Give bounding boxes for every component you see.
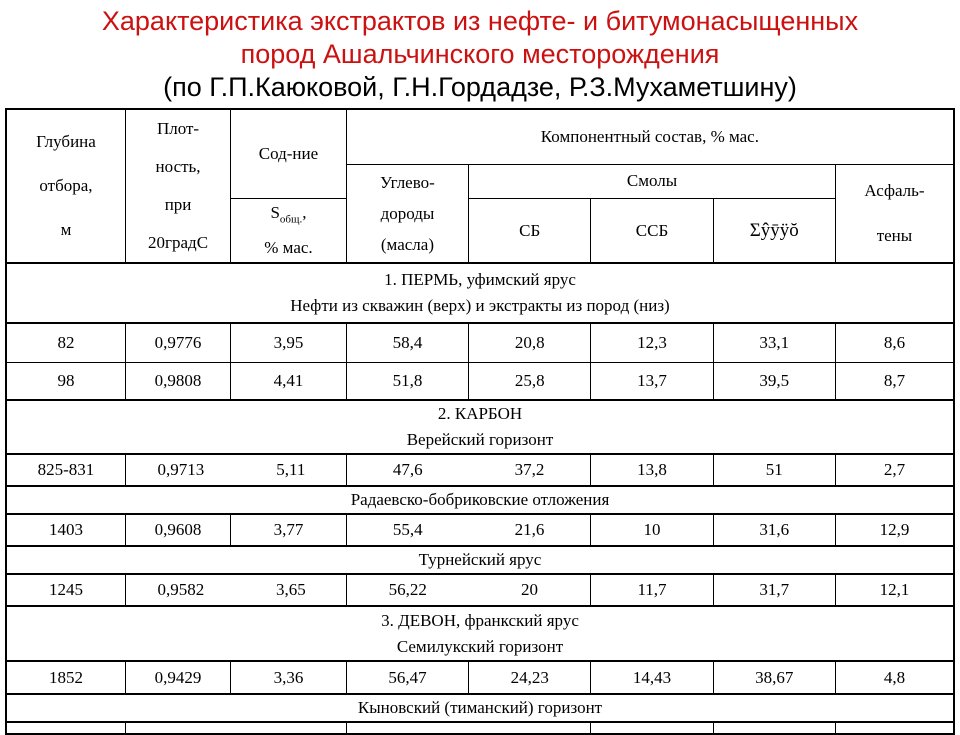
table-row: [6, 323, 954, 362]
section-label-line: Радаевско-бобриковские отложения: [350, 490, 610, 509]
table-cell: 8,7: [835, 362, 954, 400]
section-label: [6, 263, 954, 323]
section-label-line: Турнейский ярус: [418, 550, 542, 569]
table-cell: 0,9776: [125, 323, 230, 362]
cell-value: 47,6: [392, 460, 423, 479]
section-label-line: Верейский горизонт: [406, 430, 554, 449]
header-asphaltenes: [835, 164, 954, 263]
section-row: [6, 263, 954, 323]
data-table: [5, 108, 955, 735]
table-cell-merged: [346, 574, 591, 606]
table-row: [6, 362, 954, 400]
table-cell: 58,4: [346, 323, 468, 362]
header-content: [231, 109, 347, 199]
header-density-line: при: [164, 195, 192, 214]
table-cell: 8,6: [835, 323, 954, 362]
slide-title-line1: Характеристика экстрактов из нефте- и битумонасыщенных: [101, 6, 859, 36]
table-cell: 4,41: [231, 362, 347, 400]
header-depth-line: отбора,: [39, 176, 93, 195]
table-cell: 825-831: [6, 454, 125, 486]
header-s-total-unit: % мас.: [264, 237, 313, 257]
table-cell-merged: [125, 574, 346, 606]
partial-row: [6, 722, 954, 734]
table-cell: 51,8: [346, 362, 468, 400]
table-cell: 4,8: [835, 661, 954, 694]
table-row: [6, 574, 954, 606]
table-cell: [591, 722, 713, 734]
table-cell: [6, 722, 125, 734]
header-depth: [6, 109, 125, 263]
header-composition: Компонентный состав, % мас.: [346, 109, 954, 164]
section-label-line: 3. ДЕВОН, франкский ярус: [381, 610, 579, 630]
header-density: [125, 109, 230, 263]
section-label-line: Семилукский горизонт: [396, 636, 564, 656]
table-cell: [713, 722, 835, 734]
section-row: [6, 486, 954, 514]
slide-title-byline: (по Г.П.Каюковой, Г.Н.Гордадзе, Р.З.Мухаметшину): [163, 72, 797, 102]
section-row: [6, 546, 954, 574]
cell-value: 37,2: [514, 460, 545, 479]
table-cell-merged: [346, 454, 591, 486]
table-cell: 2,7: [835, 454, 954, 486]
section-label-line: Кыновский (тиманский) горизонт: [357, 698, 603, 717]
header-ssb: ССБ: [591, 199, 713, 263]
section-label: [6, 400, 954, 454]
table-header: [6, 109, 954, 263]
section-label-line: 1. ПЕРМЬ, уфимский ярус: [384, 270, 576, 289]
table-cell: 12,9: [835, 514, 954, 546]
cell-value: 3,65: [275, 580, 306, 599]
table-cell: 0,9808: [125, 362, 230, 400]
table-cell-merged: [125, 454, 346, 486]
cell-value: 56,22: [388, 580, 427, 599]
table-cell: 12,3: [591, 323, 713, 362]
section-label-line: Нефти из скважин (верх) и экстракты из пород (низ): [290, 296, 670, 315]
table-row: [6, 454, 954, 486]
cell-value: 21,6: [514, 520, 545, 539]
table-cell: 24,23: [469, 661, 591, 694]
cell-value: 0,9713: [157, 460, 205, 479]
section-label: [6, 546, 954, 574]
table-row: [6, 514, 954, 546]
table-cell: 3,36: [231, 661, 347, 694]
table-cell: 56,47: [346, 661, 468, 694]
section-label-line: 2. КАРБОН: [437, 404, 523, 423]
header-hydrocarbons: [346, 164, 468, 263]
slide-title-line2: пород Ашальчинского месторождения: [240, 39, 720, 69]
table-body: [6, 263, 954, 734]
header-content-label: Сод-ние: [258, 144, 319, 164]
table-cell: 51: [713, 454, 835, 486]
section-label: [6, 486, 954, 514]
table-cell: 11,7: [591, 574, 713, 606]
header-s-total-symbol: $S_{общ.}$,: [270, 203, 307, 226]
table-cell: 1403: [6, 514, 125, 546]
table-cell: 1852: [6, 661, 125, 694]
header-sb: СБ: [469, 199, 591, 263]
table-cell: 38,67: [713, 661, 835, 694]
header-resins-sum: Σŷȳÿŏ: [713, 199, 835, 263]
header-hydrocarbons-line: (масла): [380, 234, 434, 254]
slide-title: [0, 5, 960, 104]
section-row: [6, 694, 954, 722]
table-cell: 0,9608: [125, 514, 230, 546]
header-depth-line: м: [60, 220, 72, 239]
table-cell: 98: [6, 362, 125, 400]
table-cell: 82: [6, 323, 125, 362]
table-cell: 31,7: [713, 574, 835, 606]
table-cell: [835, 722, 954, 734]
header-resins: Смолы: [469, 164, 836, 199]
table-cell: 0,9429: [125, 661, 230, 694]
section-row: [6, 606, 954, 661]
cell-value: 55,4: [392, 520, 423, 539]
header-hydrocarbons-line: дороды: [380, 203, 435, 223]
table-cell: 31,6: [713, 514, 835, 546]
table-cell: 12,1: [835, 574, 954, 606]
header-asphaltenes-line: Асфаль-: [864, 181, 925, 201]
section-label: [6, 606, 954, 661]
header-depth-line: Глубина: [36, 132, 96, 151]
table-cell: 3,95: [231, 323, 347, 362]
cell-value: 0,9582: [157, 580, 205, 599]
cell-value: 5,11: [276, 460, 306, 479]
table-cell: 20,8: [469, 323, 591, 362]
section-label: [6, 694, 954, 722]
table-cell: 39,5: [713, 362, 835, 400]
table-cell: 25,8: [469, 362, 591, 400]
header-asphaltenes-line: тены: [876, 226, 913, 246]
table-cell-merged: [346, 514, 591, 546]
table-cell: [125, 722, 346, 734]
header-density-line: Плот-: [156, 119, 200, 138]
table-cell: 1245: [6, 574, 125, 606]
table-cell: 13,8: [591, 454, 713, 486]
table-cell: 13,7: [591, 362, 713, 400]
table-cell: 33,1: [713, 323, 835, 362]
header-hydrocarbons-line: Углево-: [380, 172, 435, 192]
table-row: [6, 661, 954, 694]
table-cell: 14,43: [591, 661, 713, 694]
section-row: [6, 400, 954, 454]
table-cell: [346, 722, 591, 734]
table-cell: 3,77: [231, 514, 347, 546]
cell-value: 20: [520, 580, 538, 599]
header-density-line: ность,: [155, 157, 201, 176]
header-density-line: 20градС: [148, 233, 209, 252]
table-cell: 10: [591, 514, 713, 546]
header-s-total: [231, 199, 347, 263]
